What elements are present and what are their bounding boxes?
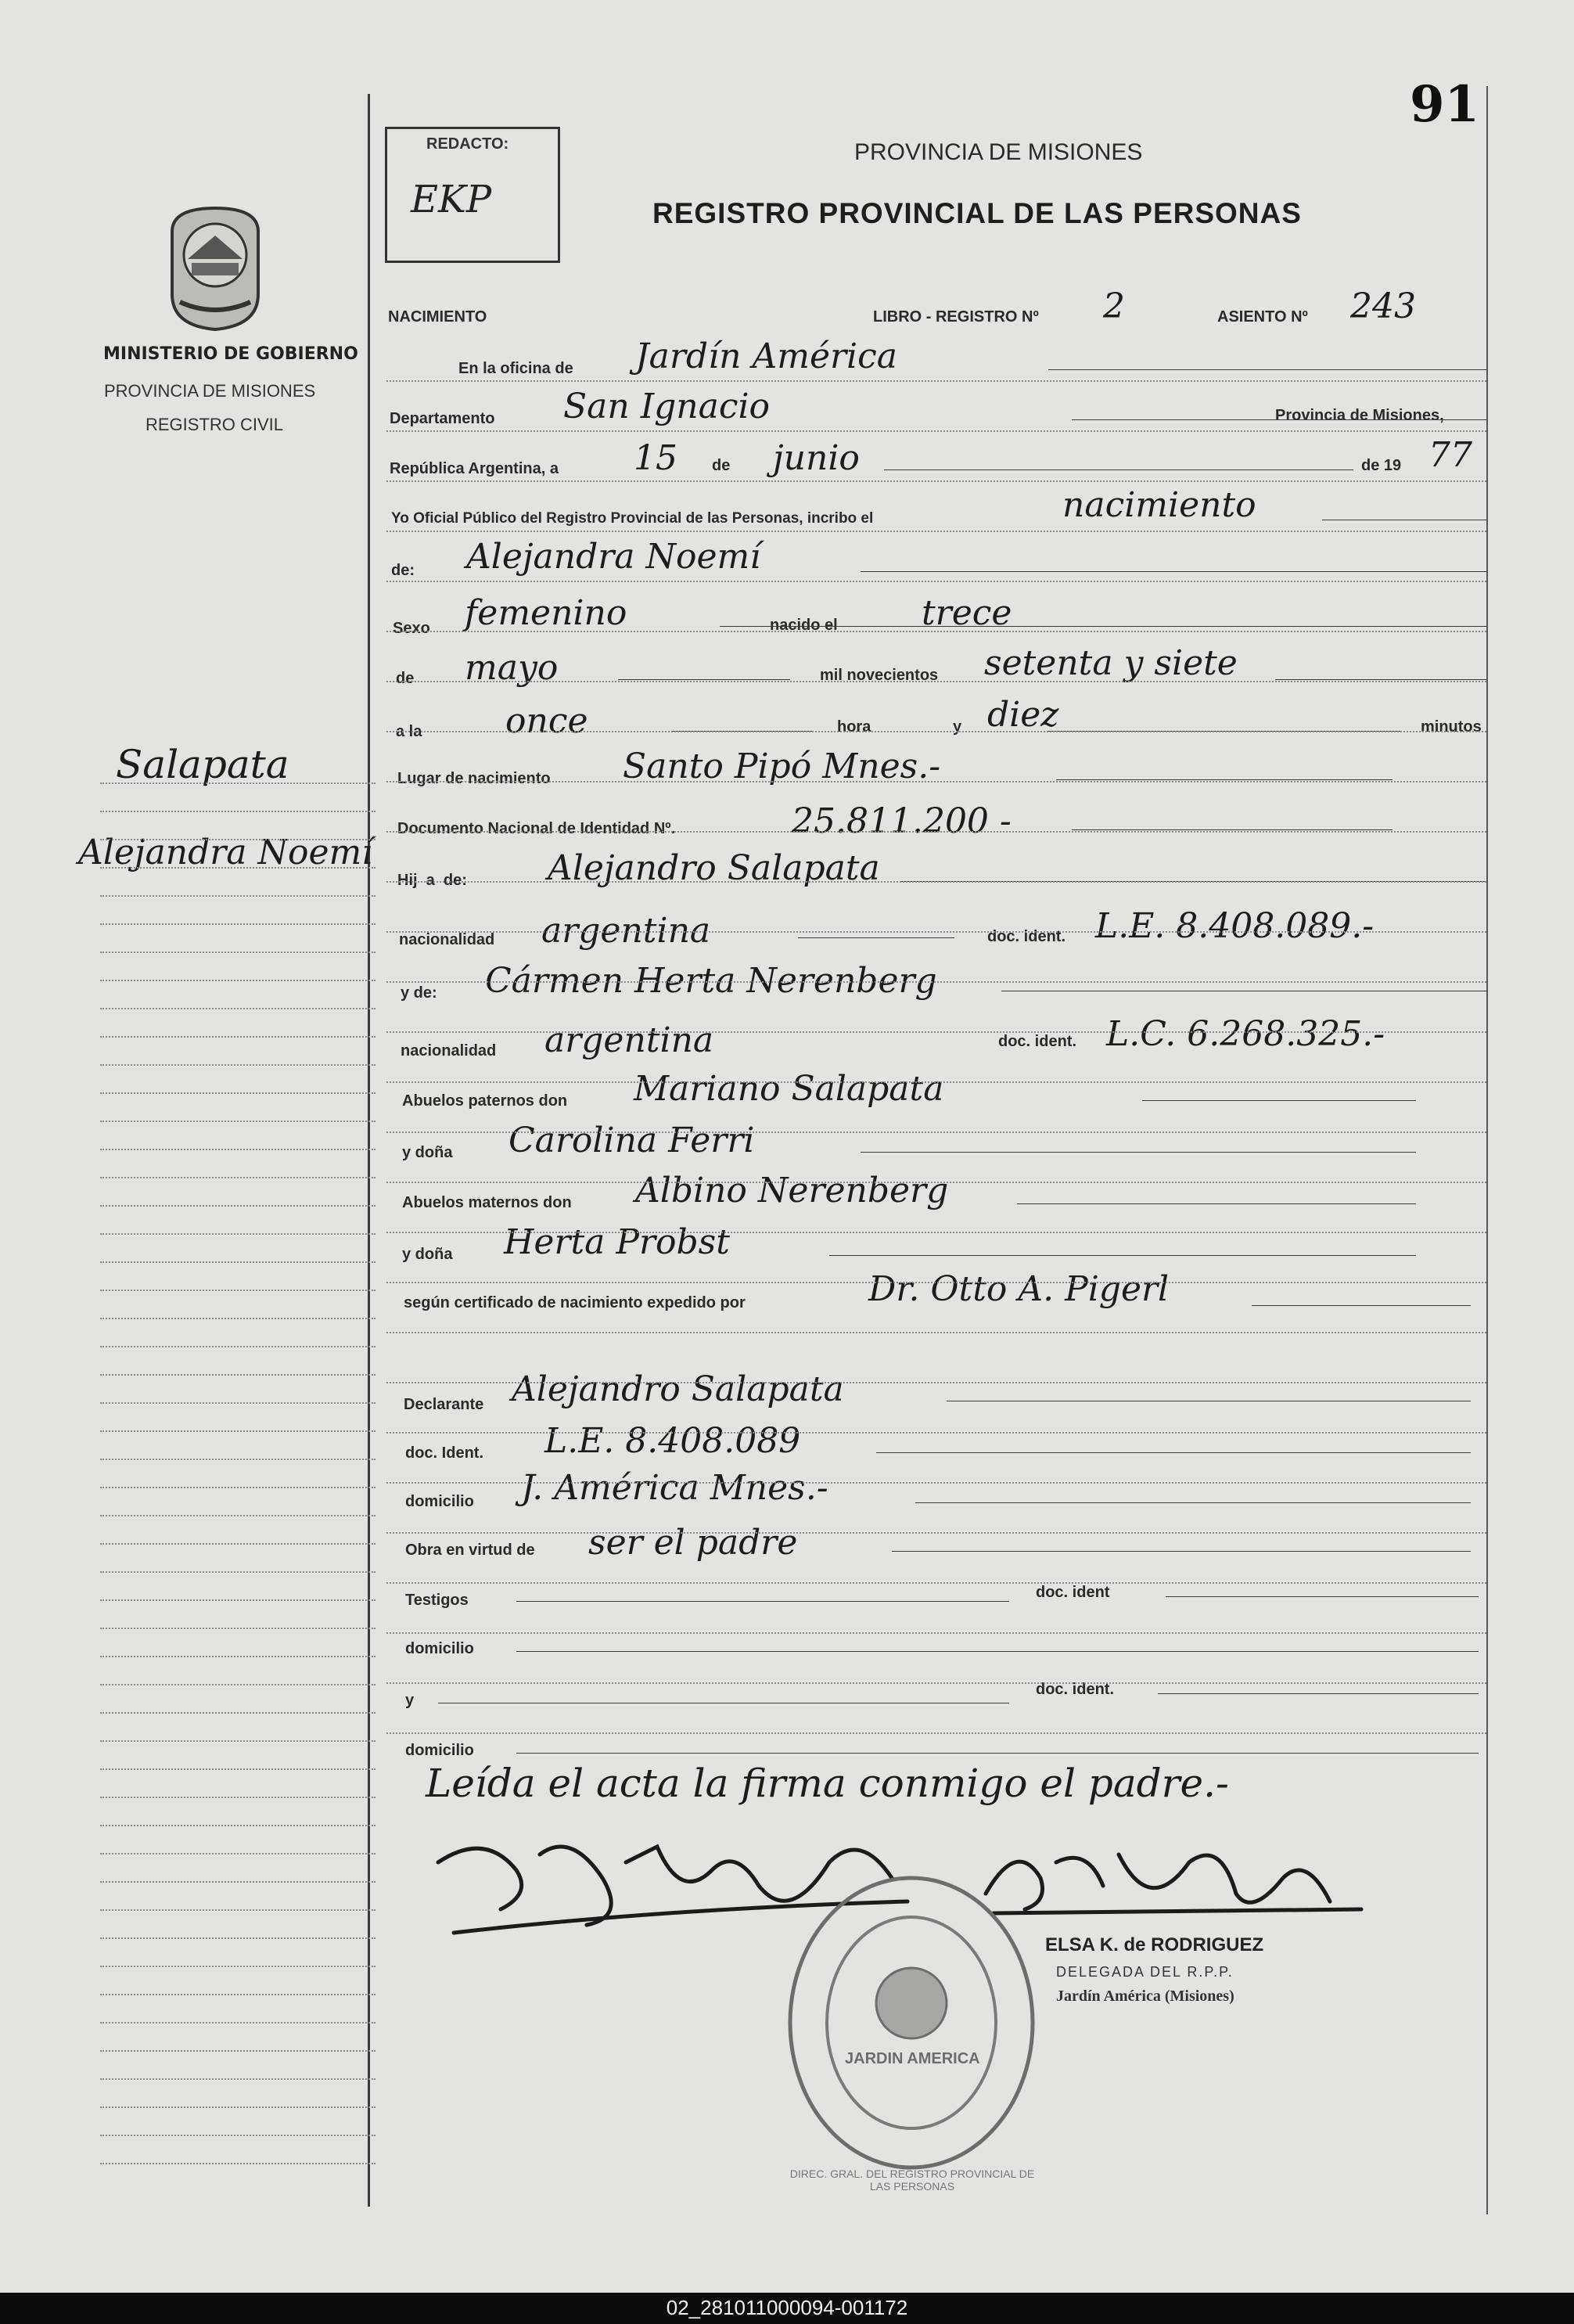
mes-nacimiento: mayo: [465, 648, 559, 688]
nacionalidad-label-1: nacionalidad: [399, 931, 495, 948]
lugar-value: Santo Pipó Mnes.-: [623, 746, 941, 786]
field-underline: [720, 626, 1486, 627]
margin-ruled-line: [100, 952, 376, 953]
field-underline: [861, 571, 1486, 572]
margin-ruled-line: [100, 1374, 376, 1376]
margin-ruled-line: [100, 1459, 376, 1460]
domicilio-label-1: domicilio: [405, 1493, 474, 1510]
ministry-name: MINISTERIO DE GOBIERNO: [103, 344, 358, 364]
margin-ruled-line: [100, 1599, 376, 1601]
nacido-value: trece: [922, 593, 1012, 633]
form-guide-line: [386, 1682, 1486, 1684]
inscribo-value: nacimiento: [1062, 485, 1256, 525]
form-guide-line: [386, 1532, 1486, 1534]
y-dona-label-1: y doña: [402, 1144, 453, 1161]
nacido-label: nacido el: [770, 617, 838, 634]
form-guide-line: [386, 1382, 1486, 1383]
dni-value: 25.811.200 -: [792, 801, 1012, 841]
margin-ruled-line: [100, 2135, 376, 2136]
libro-label: LIBRO - REGISTRO Nº: [873, 308, 1039, 326]
form-guide-line: [386, 380, 1486, 382]
form-guide-line: [386, 1182, 1486, 1183]
margin-ruled-line: [100, 1881, 376, 1883]
hora-value: once: [505, 701, 588, 741]
doc-declarante: L.E. 8.408.089: [544, 1421, 801, 1461]
margin-ruled-line: [100, 1994, 376, 1995]
y-label-2: y: [405, 1692, 415, 1709]
abuelos-maternos-label: Abuelos maternos don: [402, 1194, 572, 1211]
margin-ruled-line: [100, 1740, 376, 1742]
form-guide-line: [386, 1432, 1486, 1434]
margin-ruled-line: [100, 1937, 376, 1939]
redacto-value: EKP: [411, 178, 492, 221]
form-guide-line: [386, 831, 1486, 833]
margin-ruled-line: [100, 1064, 376, 1066]
form-guide-line: [386, 1482, 1486, 1484]
leida-el-acta: Leída el acta la firma conmigo el padre.-: [426, 1761, 1229, 1806]
margin-ruled-line: [100, 1853, 376, 1855]
footer-code: 02_281011000094-001172: [666, 2296, 908, 2319]
margin-ruled-line: [100, 1656, 376, 1657]
form-guide-line: [386, 781, 1486, 782]
doc-ident-label-2: doc. ident.: [998, 1033, 1076, 1050]
abuelos-paternos-label: Abuelos paternos don: [402, 1092, 568, 1110]
margin-ruled-line: [100, 1430, 376, 1432]
margin-ruled-line: [100, 923, 376, 925]
abuela-materna: Herta Probst: [504, 1222, 730, 1262]
madre-nombre: Cármen Herta Nerenberg: [485, 961, 937, 1001]
margin-ruled-line: [100, 1233, 376, 1235]
departamento-label: Departamento: [390, 410, 495, 427]
dni-label: Documento Nacional de Identidad Nº.: [397, 820, 676, 837]
coat-of-arms-icon: [156, 200, 274, 333]
field-underline: [876, 1452, 1471, 1453]
signer-name: ELSA K. de RODRIGUEZ: [1045, 1934, 1264, 1955]
fecha-mes: junio: [773, 438, 860, 478]
mil-label: mil novecientos: [820, 667, 939, 684]
field-underline: [516, 1651, 1479, 1652]
segun-certificado-label: según certificado de nacimiento expedido por: [404, 1294, 746, 1311]
form-guide-line: [386, 1232, 1486, 1233]
form-guide-line: [386, 1131, 1486, 1133]
margin-ruled-line: [100, 1543, 376, 1545]
page-number: 91: [1410, 75, 1480, 134]
margin-ruled-line: [100, 2078, 376, 2080]
margin-ruled-line: [100, 1712, 376, 1714]
margin-ruled-line: [100, 1909, 376, 1911]
minutos-label: minutos: [1421, 718, 1482, 736]
hora-label: hora: [837, 718, 871, 736]
form-guide-line: [386, 881, 1486, 883]
margin-ruled-line: [100, 1628, 376, 1629]
doc-madre: L.C. 6.268.325.-: [1106, 1014, 1385, 1054]
official-stamp-icon: [782, 1870, 1040, 2175]
field-underline: [516, 1753, 1479, 1754]
a-la-label: a la: [396, 723, 422, 740]
hija-label: Hij a de:: [397, 872, 467, 889]
field-underline: [1252, 1305, 1471, 1306]
margin-ruled-line: [100, 1684, 376, 1685]
form-guide-line: [386, 631, 1486, 632]
form-guide-line: [386, 1632, 1486, 1634]
margin-ruled-line: [100, 1346, 376, 1347]
libro-value: 2: [1103, 286, 1125, 326]
nacimiento-label: NACIMIENTO: [388, 308, 487, 326]
margin-ruled-line: [100, 867, 376, 869]
field-underline: [892, 1551, 1471, 1552]
declarante-value: Alejandro Salapata: [512, 1369, 844, 1409]
abuelo-paterno: Mariano Salapata: [634, 1069, 944, 1109]
margin-ruled-line: [100, 1571, 376, 1573]
margin-given-names: Alejandra Noemí: [78, 833, 373, 872]
margin-ruled-line: [100, 1036, 376, 1038]
nacionalidad-madre: argentina: [544, 1020, 714, 1060]
obra-value: ser el padre: [588, 1523, 798, 1563]
segun-certificado-value: Dr. Otto A. Pigerl: [868, 1269, 1170, 1309]
stamp-inner-text: JARDIN AMERICA: [845, 2050, 980, 2067]
form-guide-line: [386, 581, 1486, 582]
y-dona-label-2: y doña: [402, 1246, 453, 1263]
redacto-label: REDACTO:: [426, 135, 509, 153]
margin-ruled-line: [100, 1402, 376, 1404]
field-underline: [1017, 1203, 1416, 1204]
form-guide-line: [386, 531, 1486, 532]
field-underline: [516, 1601, 1009, 1602]
testigos-label: Testigos: [405, 1592, 469, 1609]
lugar-label: Lugar de nacimiento: [397, 770, 551, 787]
de2-label: de: [396, 670, 415, 687]
field-underline: [798, 937, 954, 938]
oficina-label: En la oficina de: [458, 360, 573, 377]
form-left-border: [368, 94, 370, 2207]
margin-ruled-line: [100, 811, 376, 812]
form-guide-line: [386, 430, 1486, 432]
abuela-paterna: Carolina Ferri: [508, 1121, 755, 1160]
margin-ruled-line: [100, 1515, 376, 1516]
form-guide-line: [386, 1282, 1486, 1283]
field-underline: [915, 1502, 1471, 1503]
field-underline: [1275, 679, 1486, 680]
field-underline: [1142, 1100, 1416, 1101]
field-underline: [829, 1255, 1416, 1256]
margin-ruled-line: [100, 1177, 376, 1178]
form-guide-line: [386, 480, 1486, 482]
abuelo-materno: Albino Nerenberg: [635, 1171, 949, 1211]
margin-ruled-line: [100, 1487, 376, 1488]
sexo-label: Sexo: [393, 620, 430, 637]
margin-ruled-line: [100, 839, 376, 840]
provincia-suffix: Provincia de Misiones,: [1275, 407, 1444, 424]
margin-ruled-line: [100, 1121, 376, 1122]
sexo-value: femenino: [465, 593, 627, 633]
field-underline: [861, 1152, 1416, 1153]
de1-label: de: [712, 457, 731, 474]
margin-ruled-line: [100, 1205, 376, 1207]
margin-ruled-line: [100, 980, 376, 981]
signer-place: Jardín América (Misiones): [1056, 1988, 1234, 2005]
nacionalidad-label-2: nacionalidad: [401, 1042, 497, 1059]
margin-ruled-line: [100, 1966, 376, 1967]
margin-ruled-line: [100, 1008, 376, 1009]
field-underline: [1048, 369, 1486, 370]
doc-ident-label-5: doc. ident.: [1036, 1681, 1114, 1698]
de-19-label: de 19: [1361, 457, 1402, 474]
form-guide-line: [386, 931, 1486, 933]
margin-ruled-line: [100, 2050, 376, 2052]
minutos-value: diez: [987, 695, 1059, 735]
nombre-inscripto: Alejandra Noemí: [466, 537, 761, 577]
y-de-label: y de:: [401, 984, 437, 1002]
nacionalidad-padre: argentina: [541, 911, 711, 951]
padre-nombre: Alejandro Salapata: [548, 848, 880, 888]
field-underline: [1056, 779, 1393, 780]
margin-ruled-line: [100, 782, 376, 784]
obra-label: Obra en virtud de: [405, 1542, 535, 1559]
asiento-value: 243: [1350, 286, 1416, 326]
margin-ruled-line: [100, 1318, 376, 1319]
registro-civil: REGISTRO CIVIL: [146, 415, 284, 434]
margin-ruled-line: [100, 1290, 376, 1291]
redacto-box: [385, 127, 560, 263]
margin-ruled-line: [100, 1092, 376, 1094]
field-underline: [618, 679, 790, 680]
field-underline: [1072, 419, 1486, 420]
domicilio-value: J. América Mnes.-: [521, 1468, 828, 1508]
field-underline: [884, 469, 1353, 470]
de-label: de:: [391, 562, 415, 579]
field-underline: [1072, 829, 1393, 830]
margin-surname: Salapata: [116, 742, 289, 787]
republica-label: República Argentina, a: [390, 460, 559, 477]
asiento-label: ASIENTO Nº: [1217, 308, 1308, 326]
departamento-value: San Ignacio: [563, 387, 771, 426]
margin-ruled-line: [100, 1825, 376, 1826]
margin-ruled-line: [100, 2163, 376, 2164]
form-guide-line: [386, 681, 1486, 682]
doc-ident-label-1: doc. ident.: [987, 928, 1066, 945]
stamp-outer-text: DIREC. GRAL. DEL REGISTRO PROVINCIAL DE LAS PERSONAS: [789, 2168, 1035, 2193]
form-guide-line: [386, 981, 1486, 983]
form-guide-line: [386, 731, 1486, 732]
field-underline: [1158, 1693, 1479, 1694]
anio-nacimiento: setenta y siete: [984, 643, 1238, 683]
form-guide-line: [386, 1081, 1486, 1083]
margin-ruled-line: [100, 2106, 376, 2108]
form-guide-line: [386, 1332, 1486, 1333]
doc-ident-label-3: doc. Ident.: [405, 1444, 483, 1462]
margin-ruled-line: [100, 2022, 376, 2024]
margin-ruled-line: [100, 1149, 376, 1150]
form-guide-line: [386, 1732, 1486, 1734]
form-guide-line: [386, 1031, 1486, 1033]
header-title: REGISTRO PROVINCIAL DE LAS PERSONAS: [652, 197, 1302, 229]
margin-ruled-line: [100, 1768, 376, 1770]
oficina-value: Jardín América: [635, 336, 897, 376]
domicilio-label-2: domicilio: [405, 1640, 474, 1657]
fecha-dia: 15: [634, 438, 677, 478]
yo-oficial-label: Yo Oficial Público del Registro Provincial de las Personas, incribo el: [391, 510, 874, 527]
signer-role: DELEGADA DEL R.P.P.: [1056, 1964, 1234, 1980]
domicilio-label-3: domicilio: [405, 1742, 474, 1759]
declarante-label: Declarante: [404, 1396, 484, 1413]
field-underline: [1166, 1596, 1479, 1597]
doc-padre: L.E. 8.408.089.-: [1095, 906, 1375, 946]
form-right-border: [1486, 86, 1488, 2214]
fecha-anio: 77: [1428, 435, 1472, 475]
doc-ident-label-4: doc. ident: [1036, 1584, 1110, 1601]
margin-ruled-line: [100, 895, 376, 897]
margin-ruled-line: [100, 1261, 376, 1263]
form-guide-line: [386, 1582, 1486, 1584]
header-province: PROVINCIA DE MISIONES: [854, 139, 1143, 165]
margin-ruled-line: [100, 1797, 376, 1798]
y-label: y: [953, 718, 962, 736]
province-name-left: PROVINCIA DE MISIONES: [104, 381, 316, 401]
